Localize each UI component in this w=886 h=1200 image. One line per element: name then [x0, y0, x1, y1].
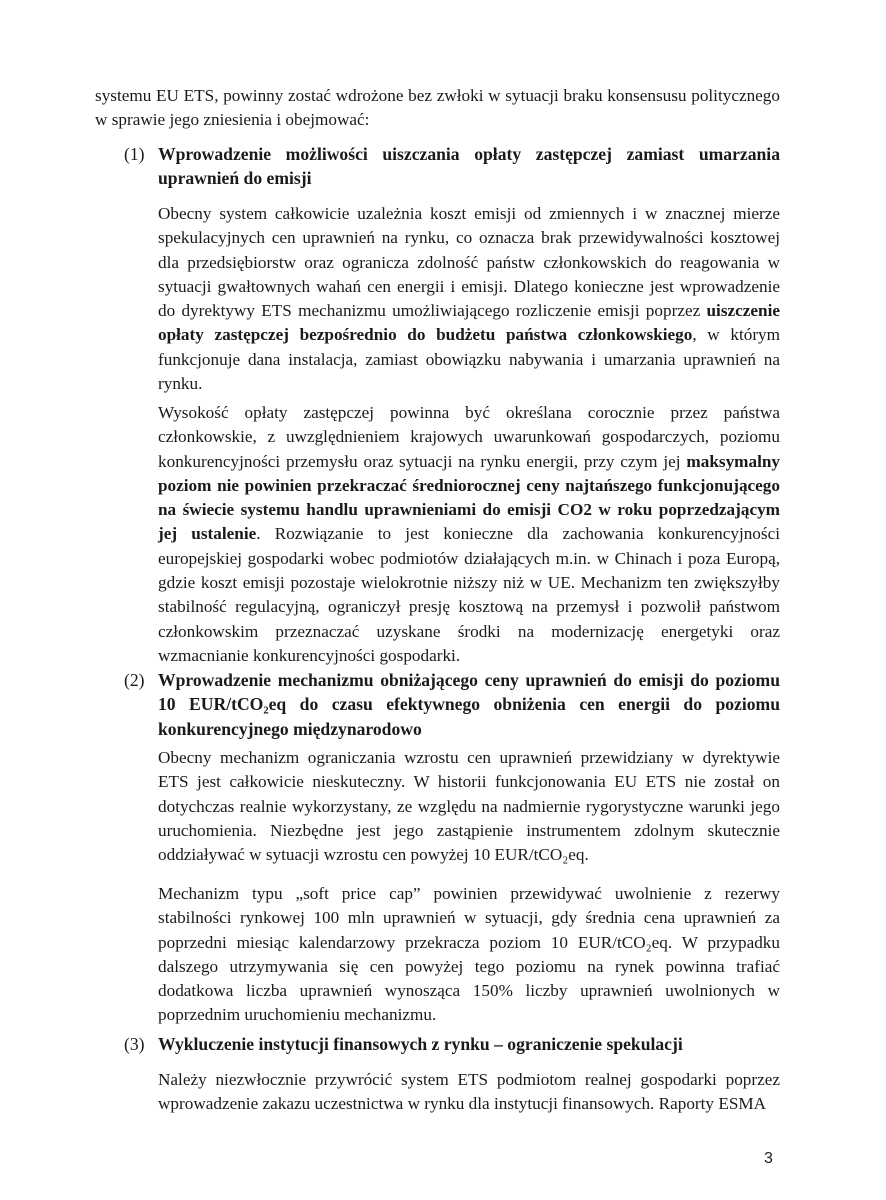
section-1-p1-text-b: , w którym funkcjonuje dana instalacja, zamiast obowiązku nabywania i umarzania uprawnień na rynku.	[158, 325, 780, 394]
intro-paragraph: systemu EU ETS, powinny zostać wdrożone bez zwłoki w sytuacji braku konsensusu politycznego w sprawie jego zniesienia i obejmować:	[95, 86, 780, 130]
section-3-heading	[124, 1032, 780, 1056]
section-1-heading	[124, 142, 780, 191]
section-1-title: Wprowadzenie możliwości uiszczania opłaty zastępczej zamiast umarzania uprawnień do emisji	[158, 144, 780, 189]
section-2-heading	[124, 668, 780, 741]
section-1-p2-text-a: Wysokość opłaty zastępczej powinna być określana corocznie przez państwa członkowskie, z uwzględnieniem krajowych uwarunkowań gospodarczych, poziomu konkurencyjności przemysłu oraz sytuacji na rynku energii, przy czym jej	[158, 403, 780, 471]
page-number: 3	[764, 1150, 773, 1167]
section-1-p2-bold: maksymalny poziom nie powinien przekraczać średniorocznej ceny najtańszego funkcjonującego na świecie systemu handlu uprawnieniami do emisji CO2 w roku poprzedzającym jej ustalenie	[158, 451, 780, 544]
section-3-number: (3)	[124, 1034, 145, 1054]
section-2-paragraph-1: Obecny mechanizm ograniczania wzrostu cen uprawnień przewidziany w dyrektywie ETS jest całkowicie nieskuteczny. W historii funkcjonowania EU ETS nie został on dotychczas realnie wykorzystany, ze względu na nadmiernie rygorystyczne warunki jego uruchomienia. Niezbędne jest jego zastąpienie instrumentem zdolnym skutecznie oddziaływać w sytuacji wzrostu cen powyżej 10 EUR/tCO₂eq.	[158, 748, 780, 865]
section-2-number: (2)	[124, 670, 145, 690]
section-2-title: Wprowadzenie mechanizmu obniżającego ceny uprawnień do emisji do poziomu 10 EUR/tCO₂eq do czasu efektywnego obniżenia cen energii do poziomu konkurencyjnego międzynarodowo	[158, 670, 780, 739]
section-1-p2-text-b: . Rozwiązanie to jest konieczne dla zachowania konkurencyjności europejskiej gospodarki wobec podmiotów działających m.in. w Chinach i poza Europą, gdzie koszt emisji pozostaje wielokrotnie niższy niż w UE. Mechanizm ten zwiększyłby stabilność regulacyjną, ograniczył presję kosztową na przemysł i pozwolił państwom członkowskim przeznaczać uzyskane środki na modernizację energetyki oraz wzmacnianie konkurencyjności gospodarki.	[158, 524, 780, 665]
section-1-paragraph-2	[158, 401, 780, 668]
section-3-title: Wykluczenie instytucji finansowych z rynku – ograniczenie spekulacji	[158, 1034, 683, 1054]
section-3-paragraph-1: Należy niezwłocznie przywrócić system ETS podmiotom realnej gospodarki poprzez wprowadzenie zakazu uczestnictwa w rynku dla instytucji finansowych. Raporty ESMA	[158, 1070, 780, 1114]
section-2-paragraph-2: Mechanizm typu „soft price cap” powinien przewidywać uwolnienie z rezerwy stabilności rynkowej 100 mln uprawnień w sytuacji, gdy średnia cena uprawnień za poprzedni miesiąc kalendarzowy przekracza poziom 10 EUR/tCO₂eq. W przypadku dalszego utrzymywania się cen powyżej tego poziomu na rynek powinna trafiać dodatkowa liczba uprawnień wynosząca 150% liczby uprawnień uwolnionych w poprzednim uruchomieniu mechanizmu.	[158, 884, 780, 1025]
section-1-p1-text-a: Obecny system całkowicie uzależnia koszt emisji od zmiennych i w znacznej mierze spekulacyjnych cen uprawnień na rynku, co oznacza brak przewidywalności kosztowej dla przedsiębiorstw oraz ogranicza zdolność państw członkowskich do reagowania w sytuacji gwałtownych wahań cen energii i emisji. Dlatego konieczne jest wprowadzenie do dyrektywy ETS mechanizmu umożliwiającego rozliczenie emisji poprzez	[158, 204, 780, 321]
section-1-paragraph-1	[158, 202, 780, 396]
section-1-number: (1)	[124, 144, 145, 164]
section-1-p1-bold: uiszczenie opłaty zastępczej bezpośrednio do budżetu państwa członkowskiego	[158, 301, 780, 345]
